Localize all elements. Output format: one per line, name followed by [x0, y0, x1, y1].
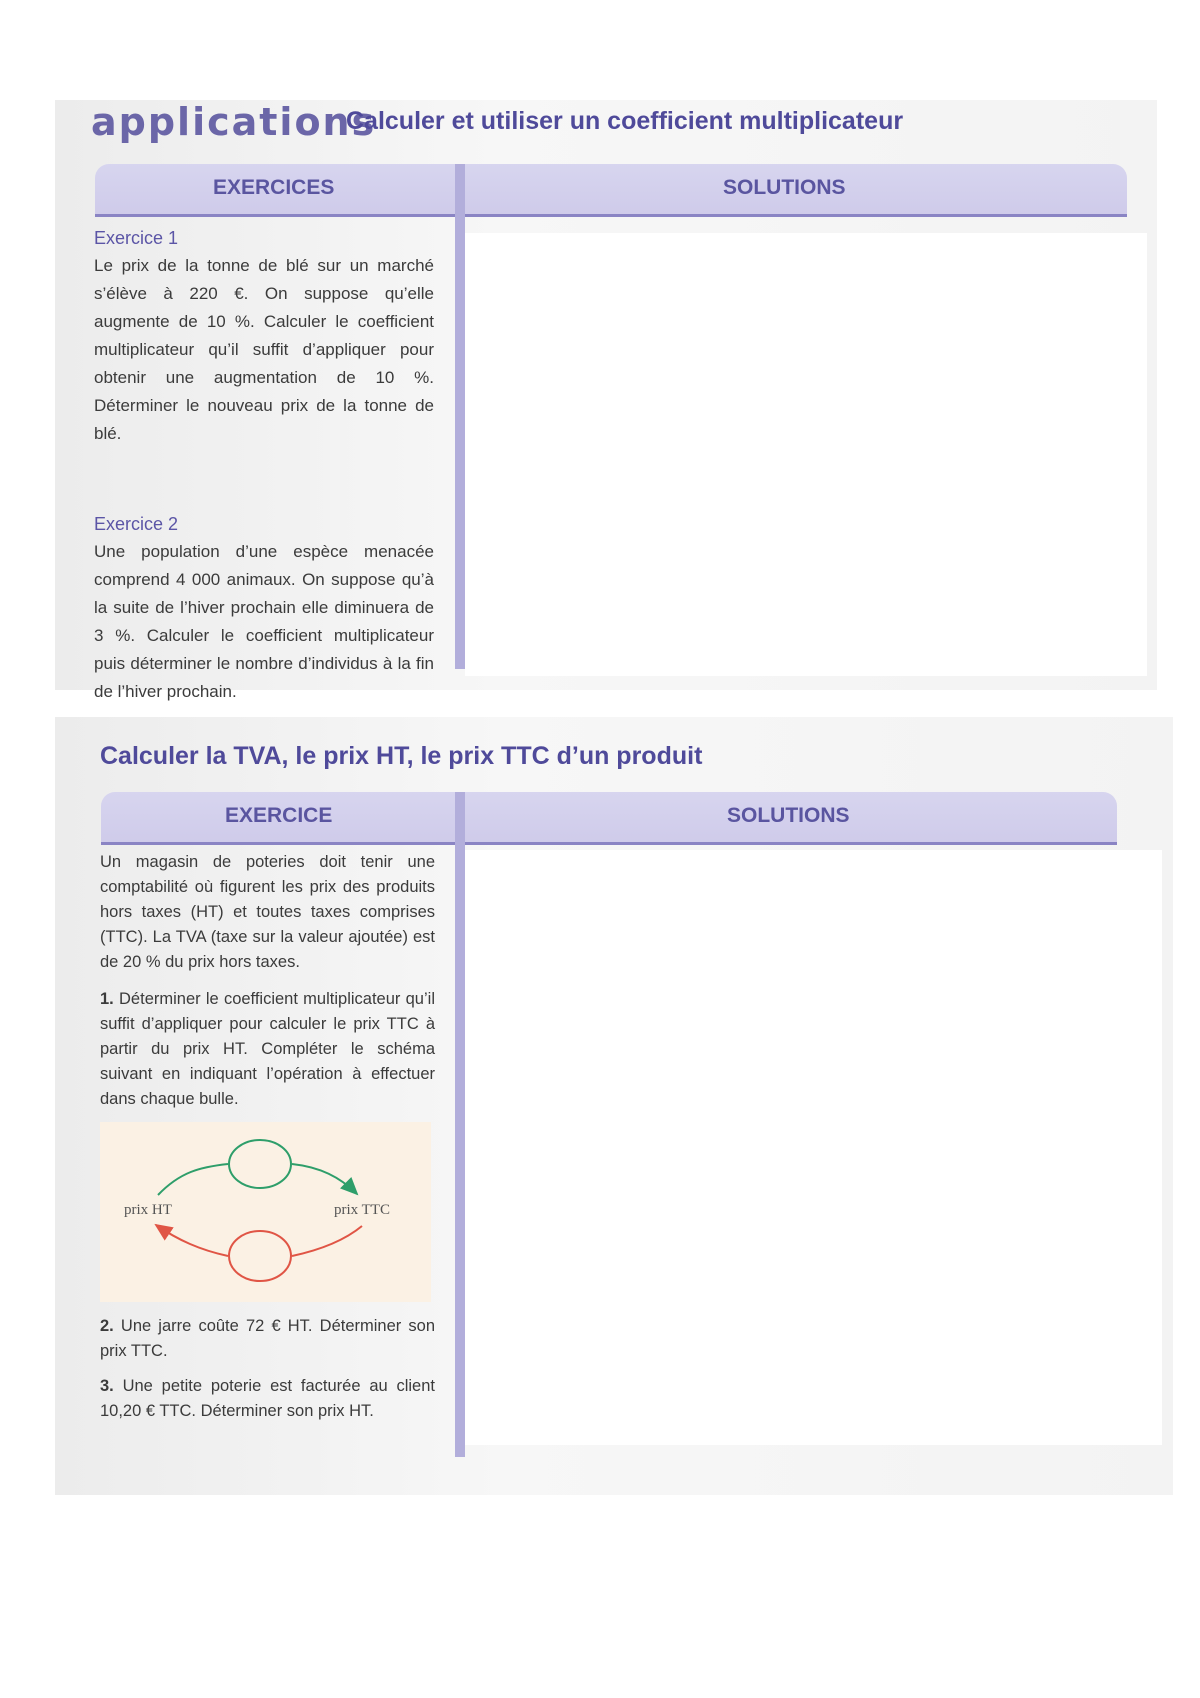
section-title: Calculer la TVA, le prix HT, le prix TTC d’un produit: [100, 742, 703, 770]
question-text: Une jarre coûte 72 € HT. Déterminer son prix TTC.: [100, 1317, 435, 1360]
section-title: Calculer et utiliser un coefficient multiplicateur: [346, 107, 904, 135]
applications-panel: [55, 100, 1157, 701]
column-divider: [455, 792, 465, 1457]
column-divider: [455, 164, 465, 669]
exercise-2: [94, 510, 434, 706]
question-text: Une petite poterie est facturée au client 10,20 € TTC. Déterminer son prix HT.: [100, 1377, 435, 1420]
section-brand: applications: [91, 100, 377, 144]
tva-panel: [55, 717, 1173, 1495]
exercises-column: [94, 224, 434, 706]
schema-diagram: [100, 1122, 431, 1302]
prix-ht-label: prix HT: [124, 1202, 172, 1218]
exercise-title: Exercice 1: [94, 228, 179, 248]
question-number: 3.: [100, 1377, 114, 1395]
question-1: [100, 987, 435, 1112]
exercise-text: Le prix de la tonne de blé sur un marché s’élève à 220 €. On suppose qu’elle augmente de 10 %. Calculer le coefficient multiplicateur qu’il suffit d’appliquer pour obtenir une augmentation de 10 %. Déterminer le nouveau prix de la tonne de blé.: [94, 256, 434, 443]
exercise-1: [94, 224, 434, 448]
solutions-column-header: SOLUTIONS: [727, 804, 850, 827]
exercises-column-header: EXERCICES: [213, 176, 335, 199]
question-3: [100, 1374, 435, 1424]
ttc-to-ht-arrow: [292, 1226, 362, 1256]
solutions-column-header: SOLUTIONS: [723, 176, 846, 199]
exercise-column-header: EXERCICE: [225, 804, 333, 827]
prix-ttc-label: prix TTC: [334, 1202, 390, 1218]
question-2: [100, 1314, 435, 1364]
exercise-title: Exercice 2: [94, 514, 179, 534]
solutions-area: [465, 850, 1162, 1445]
solutions-area: [465, 233, 1147, 676]
bottom-operation-bubble: [229, 1231, 291, 1281]
question-number: 2.: [100, 1317, 114, 1335]
top-operation-bubble: [229, 1140, 291, 1188]
question-number: 1.: [100, 990, 114, 1008]
exercise-text: Une population d’une espèce menacée comprend 4 000 animaux. On suppose qu’à la suite de l’hiver prochain elle diminuera de 3 %. Calculer le coefficient multiplicateur puis déterminer le nombre d’individus à la fin de l’hiver prochain.: [94, 542, 434, 701]
question-text: Déterminer le coefficient multiplicateur qu’il suffit d’appliquer pour calculer le prix TTC à partir du prix HT. Compléter le schéma suivant en indiquant l’opération à effectuer dans chaque bulle.: [100, 990, 435, 1108]
exercise-intro: Un magasin de poteries doit tenir une comptabilité où figurent les prix des produits hors taxes (HT) et toutes taxes comprises (TTC). La TVA (taxe sur la valeur ajoutée) est de 20 % du prix hors taxes.: [100, 853, 435, 971]
table-header: [101, 792, 1117, 845]
exercise-column: [100, 850, 435, 1424]
ht-to-ttc-arrow: [158, 1164, 228, 1195]
table-header: [95, 164, 1127, 217]
